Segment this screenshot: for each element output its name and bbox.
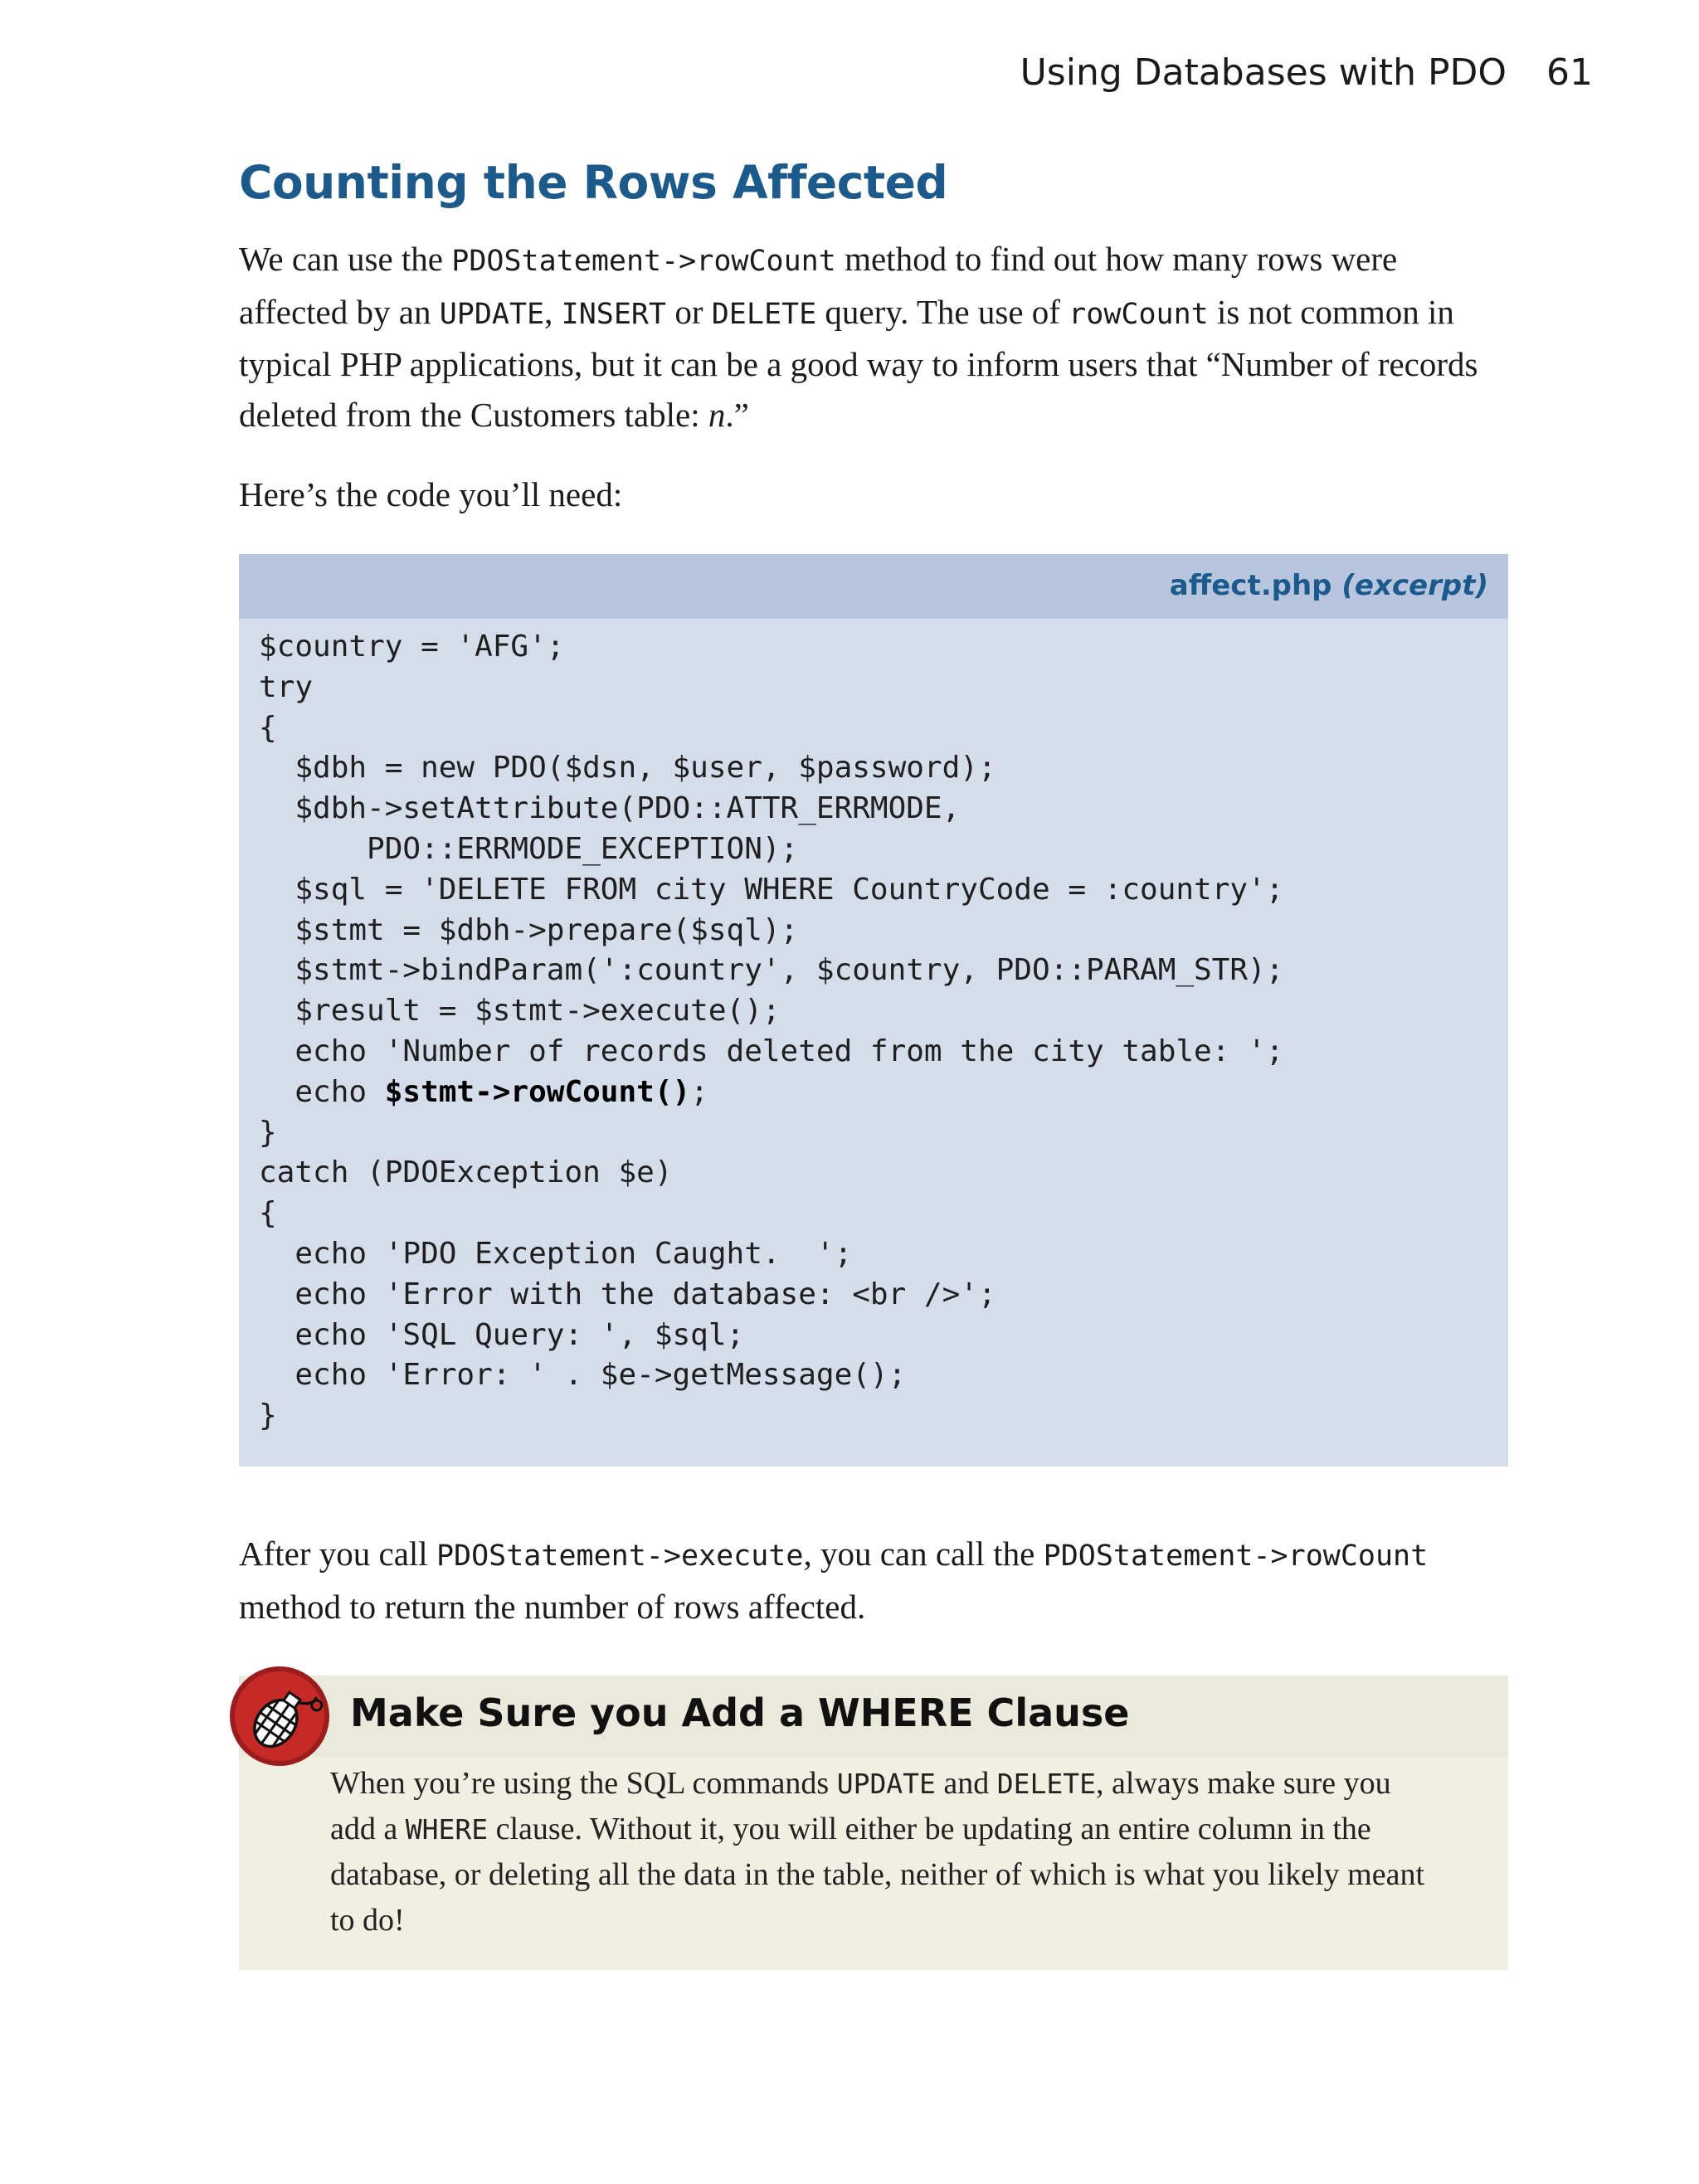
inline-code: UPDATE — [439, 297, 545, 331]
text-run: clause. Without it, you will either be updating an entire column in the database, or deleting all the data in the table, neither of which is what you likely meant to do! — [330, 1812, 1425, 1938]
text-run: After you call — [239, 1535, 436, 1573]
text-run: is not common in typical PHP applications, but it can be a good way to inform users that “Number of records deleted from the Customers table: — [239, 292, 1478, 434]
grenade-icon — [228, 1665, 331, 1768]
inline-code: rowCount — [1069, 297, 1209, 331]
code-excerpt-label: (excerpt) — [1341, 569, 1488, 602]
code-text: ; } catch (PDOException $e) { echo 'PDO Exception Caught. '; echo 'Error with the database: <br />'; echo 'SQL Query: ', $sql; echo 'Error: ' . $e->getMessage(); } — [259, 1074, 996, 1433]
running-head — [1020, 51, 1593, 94]
inline-code: DELETE — [711, 297, 817, 331]
code-filename: affect.php — [1169, 569, 1332, 602]
inline-code: PDOStatement->rowCount — [451, 245, 836, 278]
code-body — [239, 619, 1508, 1437]
explanation-paragraph — [239, 1529, 1508, 1632]
emphasis: n — [708, 395, 726, 434]
code-highlight: $stmt->rowCount() — [384, 1074, 691, 1109]
page-number: 61 — [1546, 51, 1593, 94]
tip-body — [330, 1761, 1442, 1943]
text-run: , you can call the — [803, 1535, 1044, 1573]
text-run: method to find out how many rows were affected by an — [239, 240, 1398, 331]
inline-code: WHERE — [405, 1813, 489, 1846]
code-lead-paragraph: Here’s the code you’ll need: — [239, 475, 623, 513]
text-run: .” — [725, 395, 749, 434]
text-run: We can use the — [239, 240, 452, 278]
text-run: or — [666, 292, 712, 331]
section-title: Counting the Rows Affected — [239, 156, 948, 209]
text-run: , — [544, 292, 562, 331]
inline-code: DELETE — [996, 1768, 1097, 1800]
code-listing — [239, 554, 1508, 1467]
warning-tip-box — [239, 1676, 1508, 1970]
inline-code: INSERT — [561, 297, 667, 331]
inline-code: PDOStatement->execute — [436, 1540, 804, 1573]
text-run: and — [935, 1766, 997, 1801]
text-run: method to return the number of rows affected. — [239, 1587, 866, 1626]
code-listing-header — [239, 554, 1508, 619]
inline-code: UPDATE — [836, 1768, 936, 1800]
text-run: , always make sure you add a — [330, 1766, 1391, 1846]
inline-code: PDOStatement->rowCount — [1043, 1540, 1429, 1573]
code-text: $country = 'AFG'; try { $dbh = new PDO($dsn, $user, $password); $dbh->setAttribute(PDO::ATTR_ERRMODE, PDO::ERRMODE_EXCEPTION); $sql = 'DELETE FROM city WHERE CountryCode = :country'; $stmt = $dbh->prepare($sql); $stmt->bindParam(':country', $country, PDO::PARAM_STR); $result = $stmt->execute(); echo 'Number of records deleted from the city table: '; echo — [259, 630, 1284, 1109]
text-run: When you’re using the SQL commands — [330, 1766, 837, 1801]
tip-title: Make Sure you Add a WHERE Clause — [350, 1690, 1130, 1735]
running-head-title: Using Databases with PDO — [1020, 51, 1507, 94]
text-run: query. The use of — [816, 292, 1069, 331]
intro-paragraph — [239, 234, 1508, 440]
